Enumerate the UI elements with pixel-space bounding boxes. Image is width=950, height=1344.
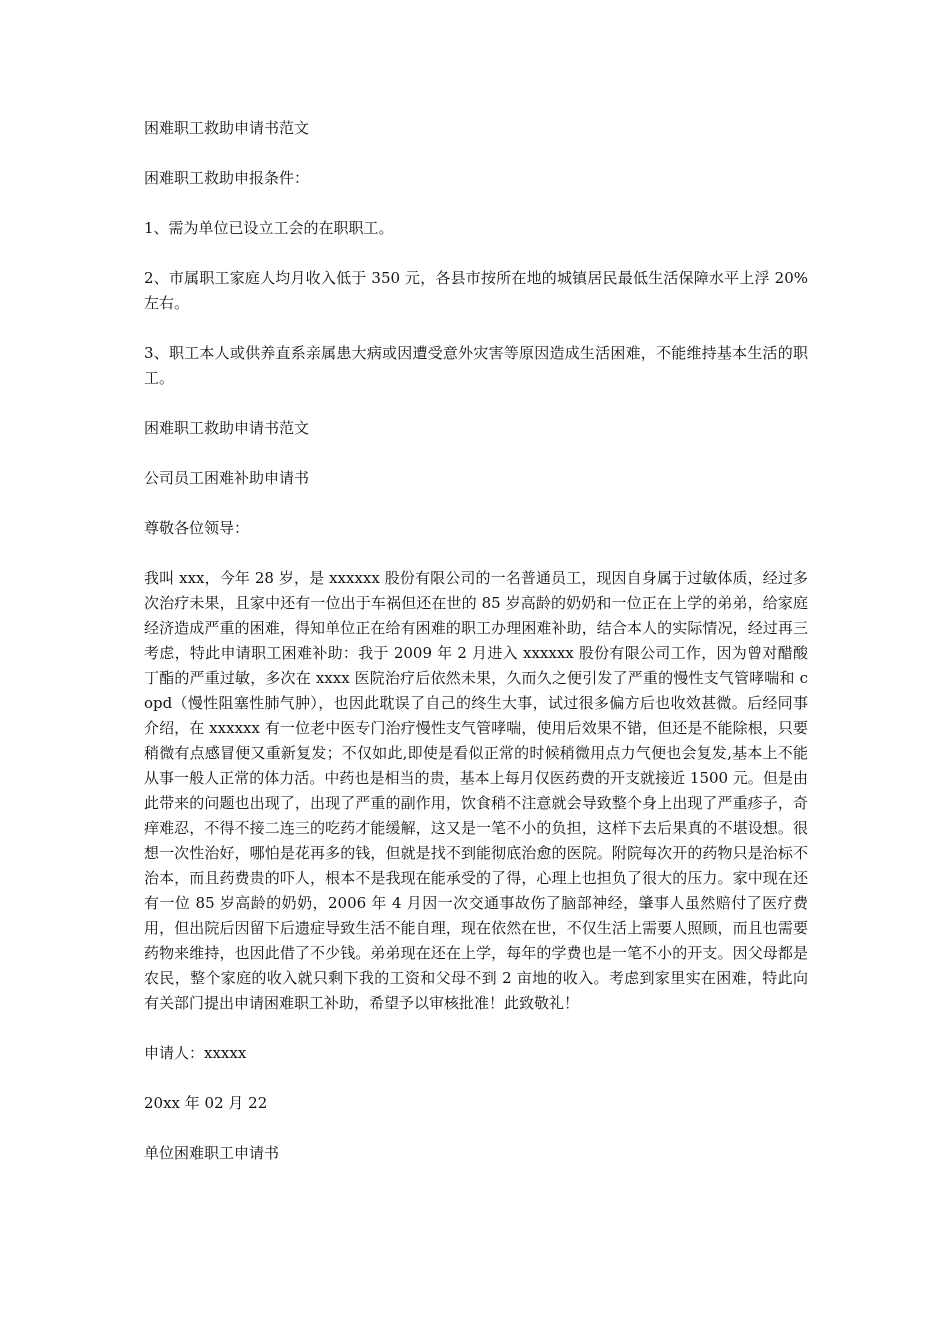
letter-title: 公司员工困难补助申请书 [144,469,310,487]
document-title: 困难职工救助申请书范文 [144,119,310,137]
conditions-heading: 困难职工救助申报条件： [144,169,310,187]
date-line: 20xx 年 02 月 22 [144,1094,268,1112]
next-section-heading: 单位困难职工申请书 [144,1144,280,1162]
letter-salutation: 尊敬各位领导： [144,519,250,537]
sample-heading: 困难职工救助申请书范文 [144,419,310,437]
condition-item-2: 2、市属职工家庭人均月收入低于 350 元，各县市按所在地的城镇居民最低生活保障水平上浮 20%左右。 [144,269,808,312]
document-content [144,116,808,1191]
applicant-line: 申请人：xxxxx [144,1044,247,1062]
letter-body: 我叫 xxx，今年 28 岁，是 xxxxxx 股份有限公司的一名普通员工，现因自身属于过敏体质，经过多次治疗未果，且家中还有一位出于车祸但还在世的 85 岁高龄的奶奶和一位正在上学的弟弟，给家庭经济造成严重的困难，得知单位正在给有困难的职工办理困难补助，结合本人的实际情况，经过再三考虑，特此申请职工困难补助：我于 2009 年 2 月进入 xxxxxx 股份有限公司工作，因为曾对醋酸丁酯的严重过敏，多次在 xxxx 医院治疗后依然未果，久而久之便引发了严重的慢性支气管哮喘和 copd（慢性阻塞性肺气肿），也因此耽误了自己的终生大事，试过很多偏方后也收效甚微。后经同事介绍，在 xxxxxx 有一位老中医专门治疗慢性支气管哮喘，使用后效果不错，但还是不能除根，只要稍微有点感冒便又重新复发；不仅如此,即使是看似正常的时候稍微用点力气便也会复发,基本上不能从事一般人正常的体力活。中药也是相当的贵，基本上每月仅医药费的开支就接近 1500 元。但是由此带来的问题也出现了，出现了严重的副作用，饮食稍不注意就会导致整个身上出现了严重疹子，奇痒难忍，不得不接二连三的吃药才能缓解，这又是一笔不小的负担，这样下去后果真的不堪设想。很想一次性治好，哪怕是花再多的钱，但就是找不到能彻底治愈的医院。附院每次开的药物只是治标不治本，而且药费贵的吓人，根本不是我现在能承受的了得，心理上也担负了很大的压力。家中现在还有一位 85 岁高龄的奶奶，2006 年 4 月因一次交通事故伤了脑部神经，肇事人虽然赔付了医疗费用，但出院后因留下后遗症导致生活不能自理，现在依然在世，不仅生活上需要人照顾，而且也需要药物来维持，也因此借了不少钱。弟弟现在还在上学，每年的学费也是一笔不小的开支。因父母都是农民，整个家庭的收入就只剩下我的工资和父母不到 2 亩地的收入。考虑到家里实在困难，特此向有关部门提出申请困难职工补助，希望予以审核批准！此致敬礼！ [144,569,808,1012]
condition-item-1: 1、需为单位已设立工会的在职职工。 [144,219,394,237]
condition-item-3: 3、职工本人或供养直系亲属患大病或因遭受意外灾害等原因造成生活困难，不能维持基本生活的职工。 [144,344,808,387]
